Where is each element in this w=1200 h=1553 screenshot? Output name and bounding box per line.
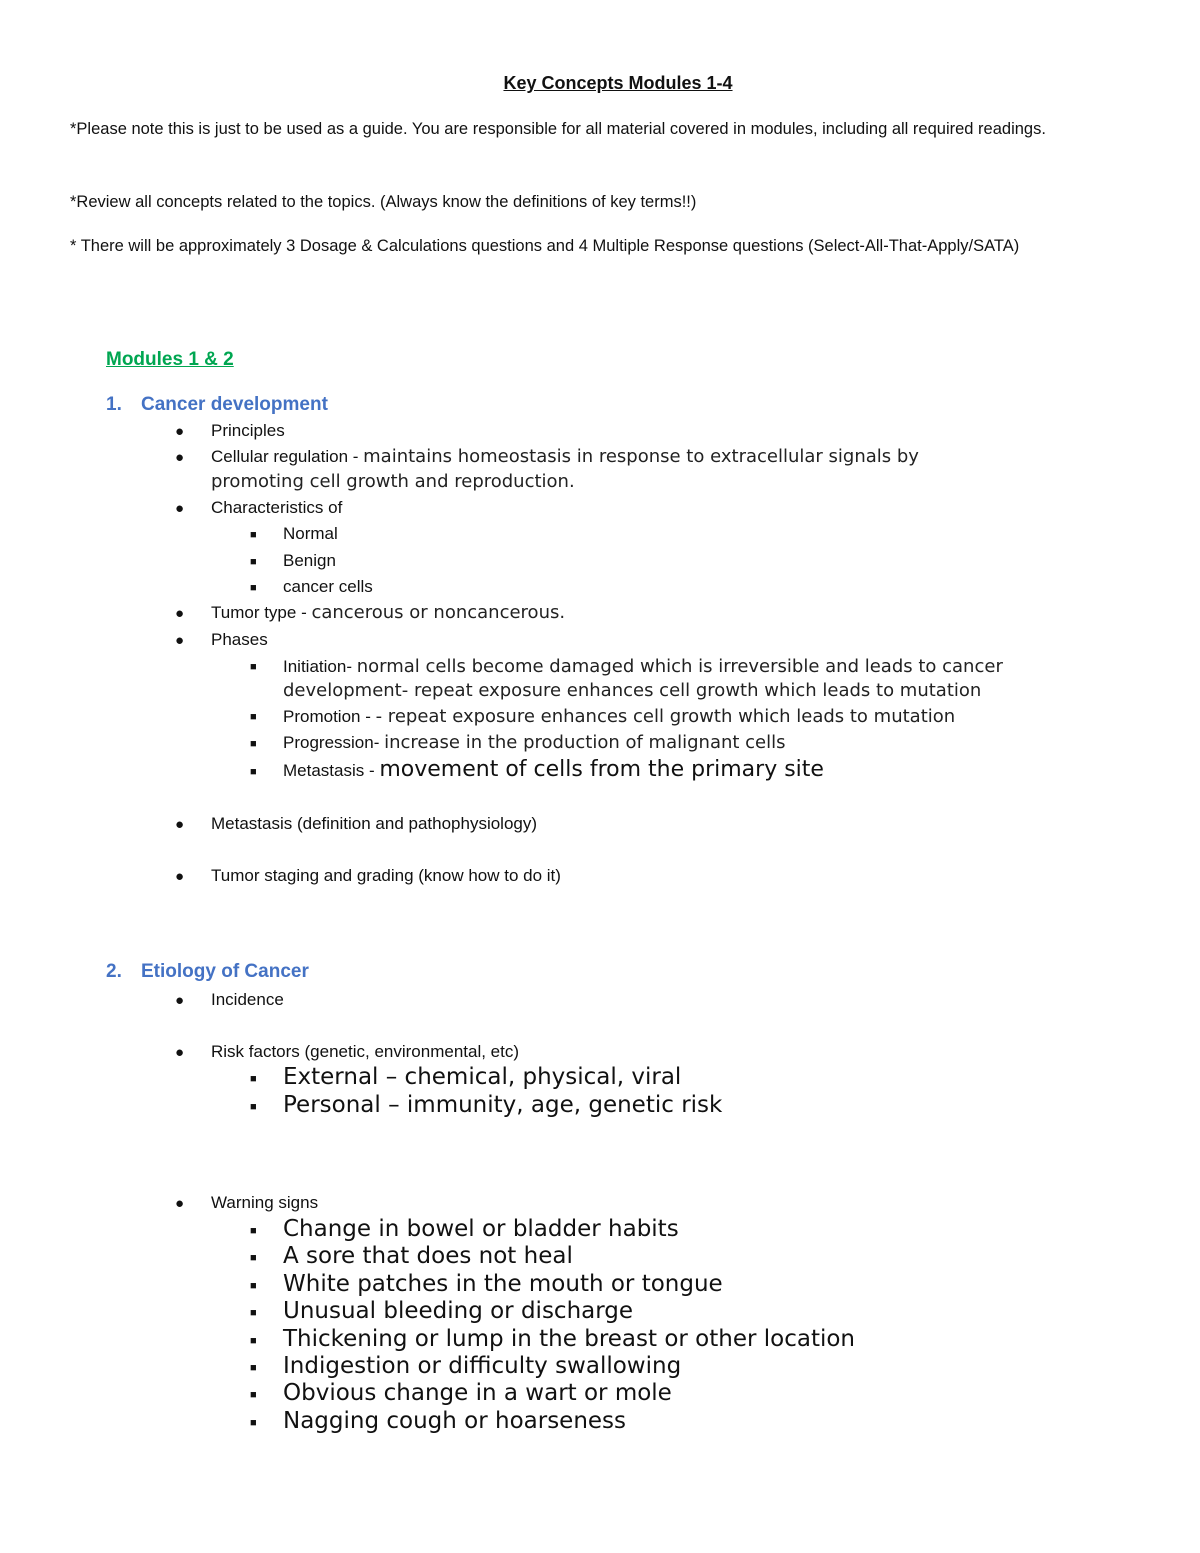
list-item-risk-factors: Risk factors (genetic, environmental, etc)	[211, 1042, 520, 1061]
square-bullet-icon: ■	[250, 738, 257, 750]
square-bullet-icon: ■	[250, 1362, 257, 1374]
list-item-warning-sign: Obvious change in a wart or mole	[283, 1380, 672, 1406]
square-bullet-icon: ■	[250, 1101, 257, 1113]
bullet-icon: ●	[175, 500, 185, 517]
list-item-phases: Phases	[211, 630, 268, 649]
list-item-warning-sign: Thickening or lump in the breast or other location	[283, 1326, 856, 1352]
square-bullet-icon: ■	[250, 1073, 257, 1085]
list-item-warning-sign: A sore that does not heal	[283, 1243, 573, 1269]
item-description: - repeat exposure enhances cell growth which leads to mutation	[375, 706, 956, 727]
bullet-icon: ●	[175, 1195, 185, 1212]
item-description-continued: development- repeat exposure enhances cell growth which leads to mutation	[283, 680, 982, 701]
square-bullet-icon: ■	[250, 556, 257, 568]
item-description: increase in the production of malignant cells	[384, 732, 786, 753]
document-title: Key Concepts Modules 1-4	[503, 73, 733, 93]
section-heading-etiology	[106, 961, 506, 987]
bullet-icon: ●	[175, 449, 185, 466]
square-bullet-icon: ■	[250, 711, 257, 723]
square-bullet-icon: ■	[250, 1252, 257, 1264]
square-bullet-icon: ■	[250, 582, 257, 594]
item-description-continued: promoting cell growth and reproduction.	[211, 471, 575, 492]
list-item-cellular-regulation	[211, 446, 919, 467]
square-bullet-icon: ■	[250, 1389, 257, 1401]
section-title: Cancer development	[141, 394, 328, 415]
list-item-progression	[283, 732, 786, 753]
bullet-icon: ●	[175, 816, 185, 833]
list-item-warning-sign: Unusual bleeding or discharge	[283, 1298, 634, 1324]
square-bullet-icon: ■	[250, 661, 257, 673]
item-description: maintains homeostasis in response to extracellular signals by	[363, 446, 919, 467]
list-item-promotion	[283, 706, 955, 727]
section-number: 2.	[106, 961, 122, 982]
list-item-metastasis: Metastasis (definition and pathophysiology)	[211, 814, 538, 833]
bullet-icon: ●	[175, 605, 185, 622]
list-item-cancer-cells: cancer cells	[283, 577, 373, 596]
item-label: Cellular regulation -	[211, 447, 364, 466]
square-bullet-icon: ■	[250, 529, 257, 541]
list-item-warning-sign: White patches in the mouth or tongue	[283, 1271, 723, 1297]
list-item-incidence: Incidence	[211, 990, 284, 1009]
section-number: 1.	[106, 394, 122, 415]
list-item-initiation	[283, 656, 1003, 677]
module-heading: Modules 1 & 2	[106, 349, 234, 370]
list-item-tumor-staging: Tumor staging and grading (know how to do it)	[211, 866, 561, 885]
bullet-icon: ●	[175, 632, 185, 649]
section-title: Etiology of Cancer	[141, 961, 309, 982]
list-item-metastasis-phase	[283, 757, 824, 782]
square-bullet-icon: ■	[250, 1417, 257, 1429]
item-label: Tumor type -	[211, 603, 312, 622]
list-item-warning-sign: Indigestion or difficulty swallowing	[283, 1353, 682, 1379]
list-item-warning-sign: Nagging cough or hoarseness	[283, 1408, 627, 1434]
list-item-warning-sign: Change in bowel or bladder habits	[283, 1216, 679, 1242]
square-bullet-icon: ■	[250, 1280, 257, 1292]
item-label: Progression-	[283, 733, 385, 752]
item-label: Promotion -	[283, 707, 376, 726]
list-item-personal-risk: Personal – immunity, age, genetic risk	[283, 1092, 723, 1118]
square-bullet-icon: ■	[250, 1307, 257, 1319]
section-heading-cancer-development	[106, 394, 506, 420]
bullet-icon: ●	[175, 423, 185, 440]
note-questions: * There will be approximately 3 Dosage & Calculations questions and 4 Multiple Response questions (Select-All-That-Apply/SATA)	[70, 237, 1020, 255]
note-review: *Review all concepts related to the topics. (Always know the definitions of key terms!!)	[70, 193, 697, 211]
bullet-icon: ●	[175, 1044, 185, 1061]
list-item-benign: Benign	[283, 551, 336, 570]
bullet-icon: ●	[175, 992, 185, 1009]
square-bullet-icon: ■	[250, 1225, 257, 1237]
item-label: Initiation-	[283, 657, 357, 676]
square-bullet-icon: ■	[250, 1335, 257, 1347]
item-description: movement of cells from the primary site	[379, 757, 824, 782]
item-description: cancerous or noncancerous.	[311, 602, 566, 623]
list-item-principles: Principles	[211, 421, 285, 440]
note-guide: *Please note this is just to be used as a guide. You are responsible for all material covered in modules, including all required readings.	[70, 120, 1046, 138]
list-item-normal: Normal	[283, 524, 338, 543]
list-item-external-risk: External – chemical, physical, viral	[283, 1064, 682, 1090]
list-item-warning-signs: Warning signs	[211, 1193, 319, 1212]
item-description: normal cells become damaged which is irreversible and leads to cancer	[356, 656, 1003, 677]
list-item-tumor-type	[211, 602, 565, 623]
item-label: Metastasis -	[283, 761, 380, 780]
bullet-icon: ●	[175, 868, 185, 885]
list-item-characteristics: Characteristics of	[211, 498, 343, 517]
square-bullet-icon: ■	[250, 766, 257, 778]
